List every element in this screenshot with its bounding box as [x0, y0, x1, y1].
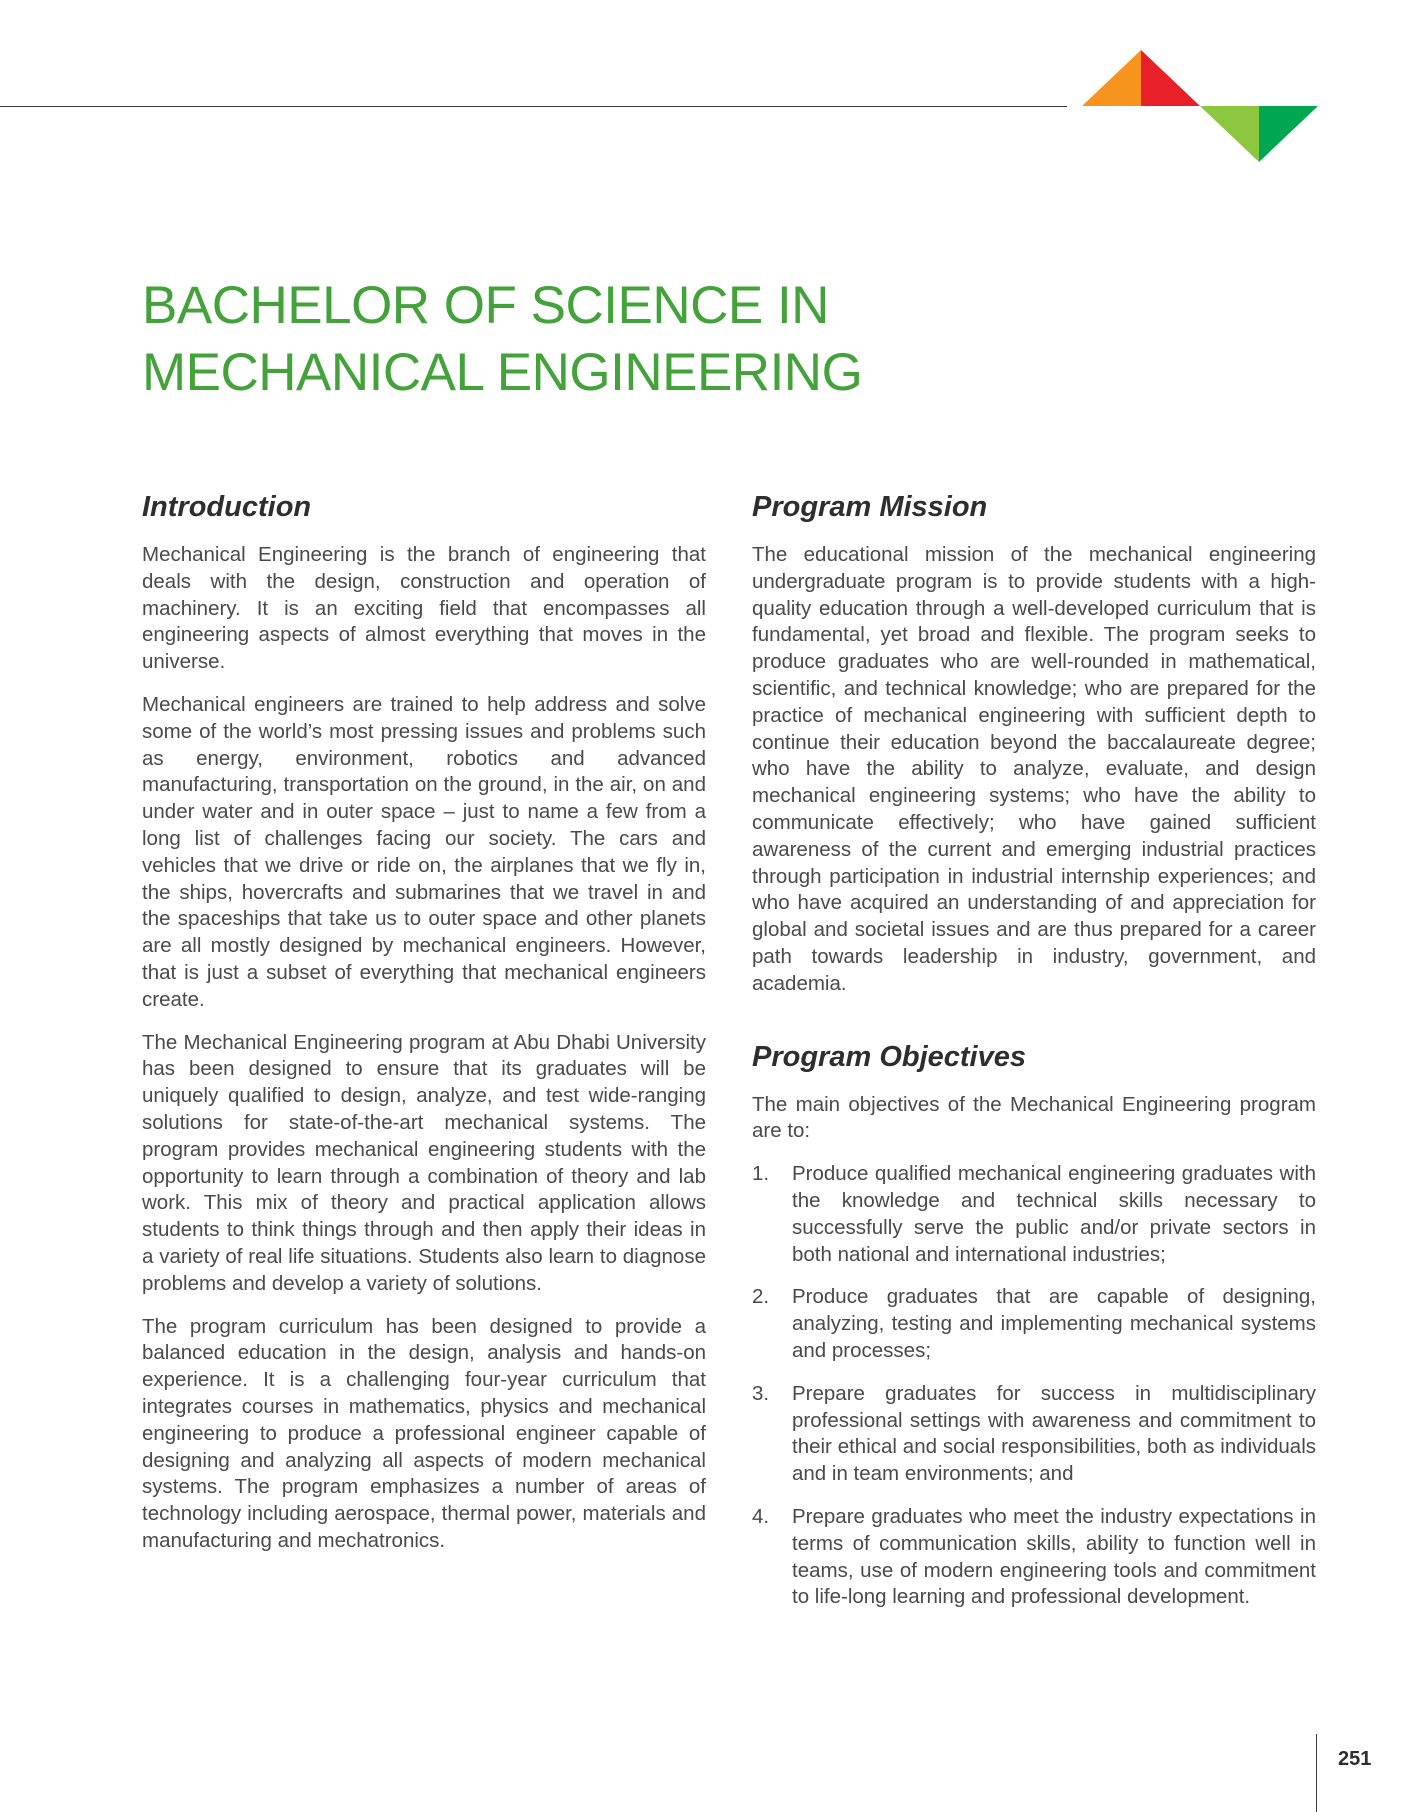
- header-rule: [0, 106, 1067, 107]
- right-column: [752, 486, 1316, 1627]
- objectives-list: [752, 1161, 1316, 1611]
- introduction-paragraph-1: Mechanical Engineering is the branch of engineering that deals with the design, construction and operation of machinery. It is an exciting field that encompasses all engineering aspects of almost everything that moves in the universe.: [142, 543, 706, 674]
- objective-text: Produce qualified mechanical engineering graduates with the knowledge and technical skills necessary to successfully serve the public and/or private sectors in both national and international industries;: [792, 1162, 1316, 1266]
- objectives-intro: The main objectives of the Mechanical Engineering program are to:: [752, 1092, 1316, 1143]
- logo-orange-triangle: [1082, 50, 1141, 106]
- page-title-line-1: BACHELOR OF SCIENCE IN: [142, 276, 829, 335]
- logo-dark-green-triangle: [1259, 106, 1318, 162]
- footer-rule: [1316, 1734, 1317, 1812]
- objective-number: 1.: [752, 1162, 770, 1186]
- page-number: 251: [1338, 1748, 1372, 1770]
- objective-item: [752, 1284, 1316, 1364]
- left-column: [142, 486, 706, 1571]
- logo-light-green-triangle: [1200, 106, 1259, 162]
- mission-paragraph: The educational mission of the mechanical engineering undergraduate program is to provide students with a high-quality education through a well-developed curriculum that is fundamental, yet broad and flexible. The program seeks to produce graduates who are well-rounded in mathematical, scientific, and technical knowledge; who are prepared for the practice of mechanical engineering with sufficient depth to continue their education beyond the baccalaureate degree; who have the ability to analyze, evaluate, and design mechanical engineering systems; who have the ability to communicate effectively; who have gained sufficient awareness of the current and emerging industrial practices through participation in industrial internship experiences; and who have acquired an understanding of and appreciation for global and societal issues and are thus prepared for a career path towards leadership in industry, government, and academia.: [752, 543, 1316, 995]
- page-title-line-2: MECHANICAL ENGINEERING: [142, 343, 863, 402]
- introduction-paragraph-4: The program curriculum has been designed to provide a balanced education in the design, analysis and hands-on experience. It is a challenging four-year curriculum that integrates courses in mathematics, physics and mechanical engineering to produce a professional engineer capable of designing and analyzing all aspects of modern mechanical systems. The program emphasizes a number of areas of technology including aerospace, thermal power, materials and manufacturing and mechatronics.: [142, 1314, 706, 1552]
- objective-text: Prepare graduates for success in multidisciplinary professional settings with awareness and commitment to their ethical and social responsibilities, both as individuals and in team environments; and: [792, 1381, 1316, 1486]
- objective-number: 4.: [752, 1504, 770, 1528]
- objective-item: [752, 1161, 1316, 1268]
- objective-item: [752, 1381, 1316, 1488]
- introduction-paragraph-2: Mechanical engineers are trained to help address and solve some of the world’s most pressing issues and problems such as energy, environment, robotics and advanced manufacturing, transportation on the ground, in the air, on and under water and in outer space – just to name a few from a long list of challenges facing our society. The cars and vehicles that we drive or ride on, the airplanes that we fly in, the ships, hovercrafts and submarines that we travel in and the spaceships that take us to outer space and other planets are all mostly designed by mechanical engineers. However, that is just a subset of everything that mechanical engineers create.: [142, 692, 706, 1011]
- mission-heading: Program Mission: [752, 491, 988, 523]
- objective-number: 2.: [752, 1285, 770, 1309]
- objectives-heading: Program Objectives: [752, 1040, 1026, 1073]
- objective-text: Prepare graduates who meet the industry expectations in terms of communication skills, ability to function well in teams, use of modern engineering tools and commitment to life-long learning and professional development.: [792, 1504, 1316, 1609]
- objective-item: [752, 1504, 1316, 1611]
- introduction-heading: Introduction: [142, 491, 312, 523]
- page-title: [142, 272, 1142, 406]
- objective-text: Produce graduates that are capable of designing, analyzing, testing and implementing mechanical systems and processes;: [792, 1285, 1316, 1362]
- logo-red-triangle: [1141, 50, 1200, 106]
- introduction-paragraph-3: The Mechanical Engineering program at Abu Dhabi University has been designed to ensure that its graduates will be uniquely qualified to design, analyze, and test wide-ranging solutions for state-of-the-art mechanical systems. The program provides mechanical engineering students with the opportunity to learn through a combination of theory and lab work. This mix of theory and practical application allows students to think things through and then apply their ideas in a variety of real life situations. Students also learn to diagnose problems and develop a variety of solutions.: [142, 1030, 706, 1295]
- triangle-logo-icon: [1082, 50, 1320, 162]
- objective-number: 3.: [752, 1381, 770, 1405]
